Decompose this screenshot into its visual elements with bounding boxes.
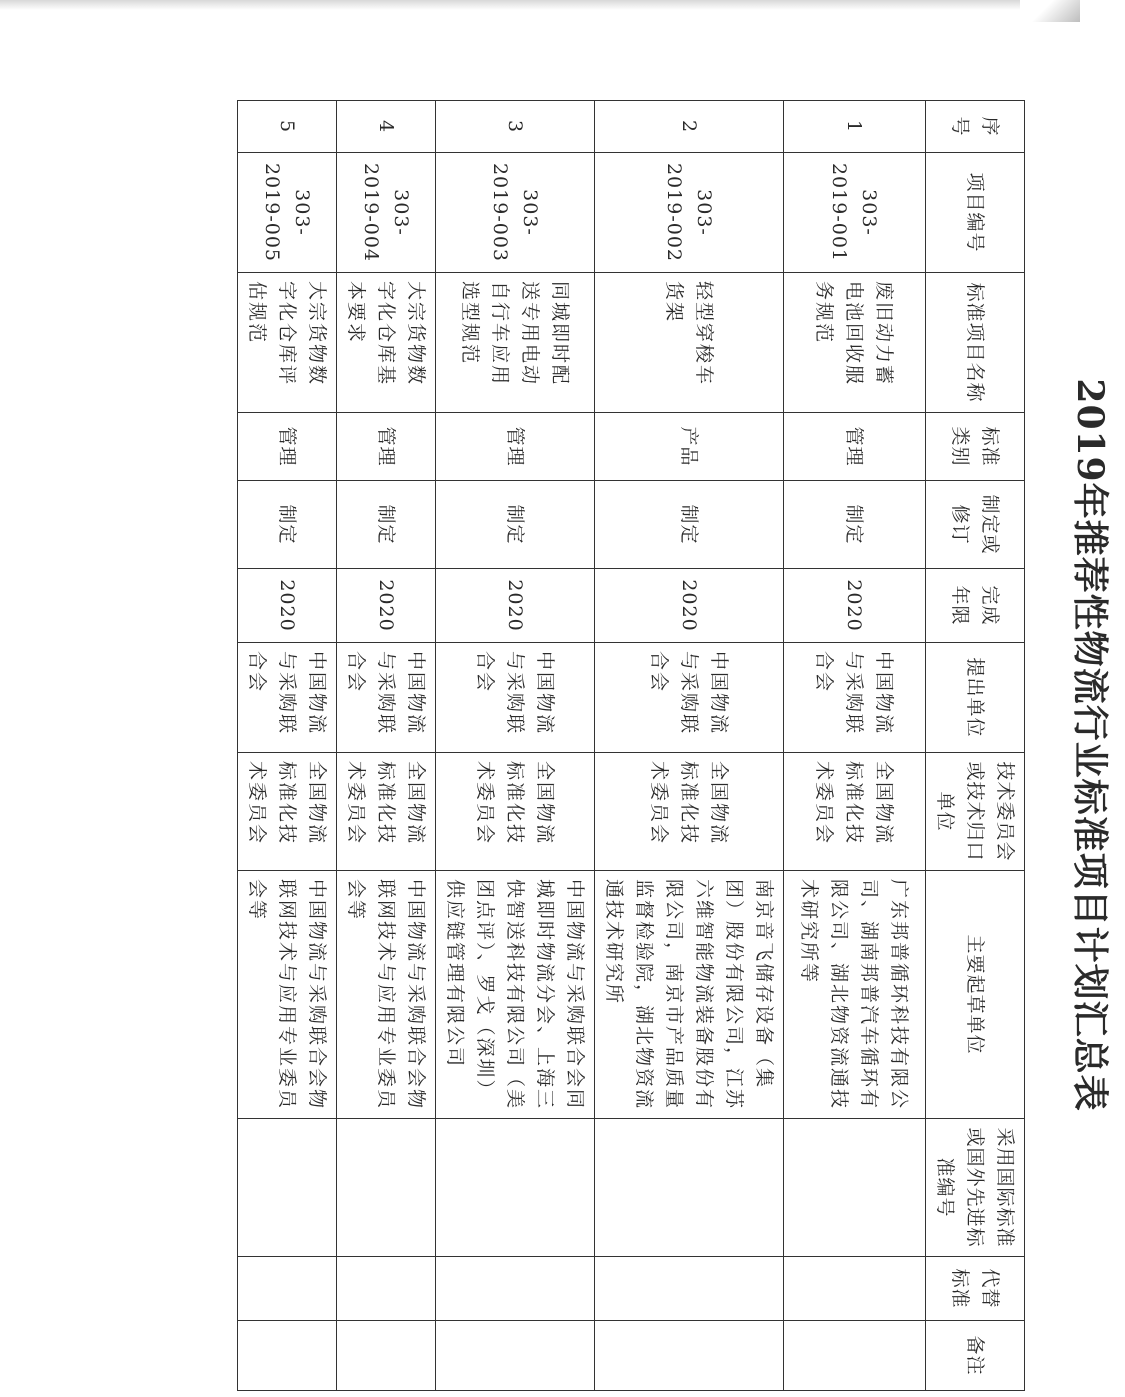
cell-replace [784, 1257, 926, 1321]
cell-proposer: 中国物流与采购联合会 [238, 643, 337, 753]
cell-year: 2020 [595, 569, 784, 643]
cell-proposer: 中国物流与采购联合会 [337, 643, 436, 753]
col-header-seq: 序号 [926, 101, 1025, 153]
document-title: 2019年推荐性物流行业标准项目计划汇总表 [1069, 378, 1111, 1112]
cell-type: 制定 [436, 481, 595, 569]
cell-intl [337, 1119, 436, 1257]
cell-name: 大宗货物数字化仓库基本要求 [337, 273, 436, 413]
cell-note [436, 1321, 595, 1391]
table-row [436, 101, 595, 1391]
cell-seq: 5 [238, 101, 337, 153]
standards-table [237, 100, 1025, 1391]
cell-category: 管理 [436, 413, 595, 481]
col-header-proposer: 提出单位 [926, 643, 1025, 753]
cell-replace [595, 1257, 784, 1321]
cell-seq: 1 [784, 101, 926, 153]
cell-code: 303-2019-003 [436, 153, 595, 273]
rotated-document [246, 100, 1125, 1390]
cell-drafters: 中国物流与采购联合会物联网技术与应用专业委员会等 [337, 871, 436, 1119]
cell-replace [337, 1257, 436, 1321]
cell-replace [436, 1257, 595, 1321]
cell-seq: 4 [337, 101, 436, 153]
cell-code: 303-2019-004 [337, 153, 436, 273]
col-header-type: 制定或修订 [926, 481, 1025, 569]
col-header-category: 标准类别 [926, 413, 1025, 481]
cell-committee: 全国物流标准化技术委员会 [238, 753, 337, 871]
cell-name: 废旧动力蓄电池回收服务规范 [784, 273, 926, 413]
cell-committee: 全国物流标准化技术委员会 [595, 753, 784, 871]
cell-drafters: 南京音飞储存设备（集团）股份有限公司，江苏六维智能物流装备股份有限公司，南京市产品质量监督检验院，湖北物资流通技术研究所 [595, 871, 784, 1119]
col-header-note: 备注 [926, 1321, 1025, 1391]
cell-proposer: 中国物流与采购联合会 [436, 643, 595, 753]
scan-top-shadow [0, 0, 1080, 10]
cell-code: 303-2019-001 [784, 153, 926, 273]
cell-drafters: 中国物流与采购联合会同城即时物流分会、上海三快智送科技有限公司（美团点评）、罗戈（深圳）供应链管理有限公司 [436, 871, 595, 1119]
cell-drafters: 广东邦普循环科技有限公司、湖南邦普汽车循环有限公司、湖北物资流通技术研究所等 [784, 871, 926, 1119]
cell-year: 2020 [337, 569, 436, 643]
cell-note [238, 1321, 337, 1391]
cell-year: 2020 [784, 569, 926, 643]
cell-category: 管理 [337, 413, 436, 481]
col-header-drafters: 主要起草单位 [926, 871, 1025, 1119]
col-header-committee: 技术委员会或技术归口单位 [926, 753, 1025, 871]
cell-intl [436, 1119, 595, 1257]
cell-category: 管理 [784, 413, 926, 481]
cell-type: 制定 [238, 481, 337, 569]
cell-name: 轻型穿梭车货架 [595, 273, 784, 413]
col-header-year: 完成年限 [926, 569, 1025, 643]
scan-corner-shadow [1020, 0, 1080, 22]
cell-proposer: 中国物流与采购联合会 [595, 643, 784, 753]
cell-replace [238, 1257, 337, 1321]
cell-drafters: 中国物流与采购联合会物联网技术与应用专业委员会等 [238, 871, 337, 1119]
cell-seq: 3 [436, 101, 595, 153]
cell-note [595, 1321, 784, 1391]
cell-year: 2020 [238, 569, 337, 643]
cell-year: 2020 [436, 569, 595, 643]
table-row [238, 101, 337, 1391]
col-header-replace: 代替标准 [926, 1257, 1025, 1321]
cell-intl [784, 1119, 926, 1257]
cell-committee: 全国物流标准化技术委员会 [436, 753, 595, 871]
cell-category: 管理 [238, 413, 337, 481]
cell-code: 303-2019-002 [595, 153, 784, 273]
table-row [337, 101, 436, 1391]
cell-intl [595, 1119, 784, 1257]
cell-code: 303-2019-005 [238, 153, 337, 273]
cell-note [337, 1321, 436, 1391]
cell-note [784, 1321, 926, 1391]
cell-name: 同城即时配送专用电动自行车应用选型规范 [436, 273, 595, 413]
col-header-name: 标准项目名称 [926, 273, 1025, 413]
cell-intl [238, 1119, 337, 1257]
cell-committee: 全国物流标准化技术委员会 [337, 753, 436, 871]
table-header-row [926, 101, 1025, 1391]
cell-name: 大宗货物数字化仓库评估规范 [238, 273, 337, 413]
cell-type: 制定 [337, 481, 436, 569]
table-row [784, 101, 926, 1391]
cell-type: 制定 [784, 481, 926, 569]
col-header-code: 项目编号 [926, 153, 1025, 273]
cell-category: 产品 [595, 413, 784, 481]
table-row [595, 101, 784, 1391]
cell-committee: 全国物流标准化技术委员会 [784, 753, 926, 871]
cell-type: 制定 [595, 481, 784, 569]
cell-proposer: 中国物流与采购联合会 [784, 643, 926, 753]
col-header-intl: 采用国际标准或国外先进标准编号 [926, 1119, 1025, 1257]
cell-seq: 2 [595, 101, 784, 153]
